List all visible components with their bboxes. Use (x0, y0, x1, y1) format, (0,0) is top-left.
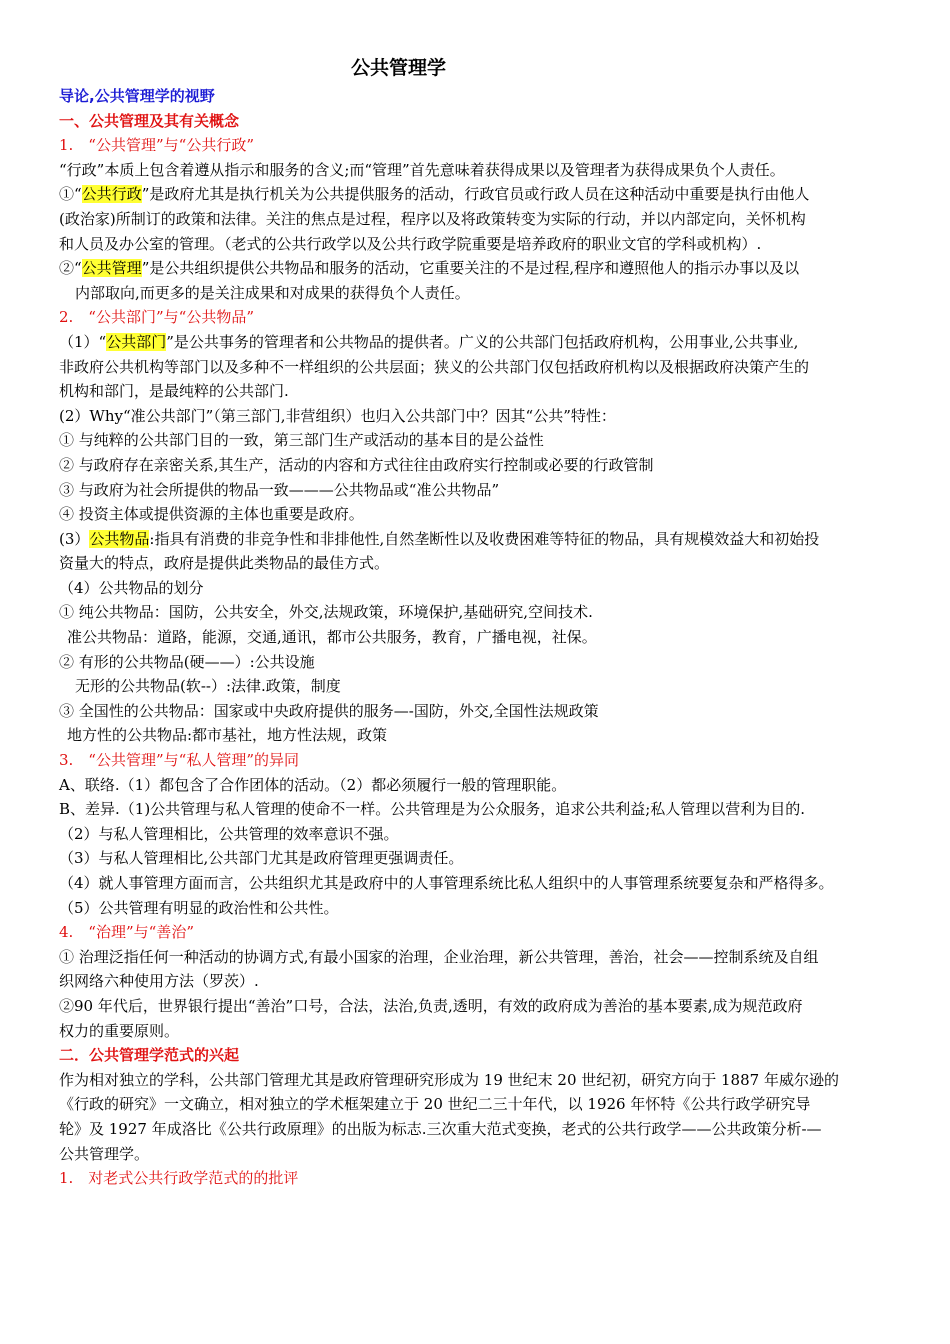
subsection-heading-5: 1. 对老式公共行政学范式的的批评 (59, 1169, 299, 1188)
list-item: ④ 投资主体或提供资源的主体也重要是政府。 (59, 505, 364, 524)
paragraph-line: 公共管理学。 (59, 1144, 150, 1163)
paragraph-line (59, 256, 909, 281)
document-title: 公共管理学 (351, 57, 447, 79)
highlighted-term: 公共行政 (81, 185, 142, 204)
paragraph: （4）公共物品的划分 (59, 578, 204, 597)
paragraph-line: (政治家)所制订的政策和法律。关注的焦点是过程，程序以及将政策转变为实际的行动，并以内部定向，关怀机构 (59, 209, 806, 228)
subsection-heading-1: 1. “公共管理”与“公共行政” (59, 136, 254, 155)
list-item: 准公共物品：道路，能源，交通,通讯，都市公共服务，教育，广播电视，社保。 (67, 628, 597, 647)
paragraph: A、联络.（1）都包含了合作团体的活动。（2）都必须履行一般的管理职能。 (59, 775, 567, 794)
list-item: （5）公共管理有明显的政治性和公共性。 (59, 898, 339, 917)
highlighted-term: 公共物品 (89, 529, 150, 548)
list-item: ③ 与政府为社会所提供的物品一致———公共物品或“准公共物品” (59, 480, 500, 499)
text-span: （1）“ (59, 332, 107, 351)
paragraph-line: 资量大的特点，政府是提供此类物品的最佳方式。 (59, 554, 390, 573)
section-heading-1: 一、公共管理及其有关概念 (59, 111, 240, 130)
subsection-heading-4: 4. “治理”与“善治” (59, 923, 194, 942)
paragraph-line: 作为相对独立的学科，公共部门管理尤其是政府管理研究形成为 19 世纪末 20 世纪初，研究方向于 1887 年威尔逊的 (59, 1070, 839, 1089)
text-span: ”是政府尤其是执行机关为公共提供服务的活动，行政官员或行政人员在这种活动中重要是执行由他人 (141, 185, 810, 204)
chapter-heading: 导论,公共管理学的视野 (59, 87, 215, 105)
text-span: ①“ (59, 185, 82, 204)
document-page (59, 52, 909, 1191)
subsection-heading-2: 2. “公共部门”与“公共物品” (59, 308, 254, 327)
paragraph-line: ②90 年代后，世界银行提出“善治”口号，合法，法治,负责,透明，有效的政府成为善治的基本要素,成为规范政府 (59, 996, 803, 1015)
list-item: ① 纯公共物品：国防，公共安全，外交,法规政策，环境保护,基础研究,空间技术. (59, 603, 593, 622)
list-item: ② 与政府存在亲密关系,其生产，活动的内容和方式往往由政府实行控制或必要的行政管制 (59, 455, 654, 474)
paragraph: “行政”本质上包含着遵从指示和服务的含义;而“管理”首先意味着获得成果以及管理者为获得成果负个人责任。 (59, 160, 785, 179)
paragraph-line: ① 治理泛指任何一种活动的协调方式,有最小国家的治理，企业治理，新公共管理，善治，社会——控制系统及自组 (59, 947, 819, 966)
highlighted-term: 公共部门 (106, 332, 167, 351)
list-item: （3）与私人管理相比,公共部门尤其是政府管理更强调责任。 (59, 849, 464, 868)
text-span: ”是公共事务的管理者和公共物品的提供者。广义的公共部门包括政府机构，公用事业,公共事业, (166, 332, 799, 351)
text-span: :指具有消费的非竞争性和非排他性,自然垄断性以及收费困难等特征的物品，具有规模效益大和初始投 (149, 529, 820, 548)
list-item: （2）与私人管理相比，公共管理的效率意识不强。 (59, 824, 399, 843)
paragraph: (2）Why“准公共部门”（第三部门,非营组织）也归入公共部门中？因其“公共”特性： (59, 406, 616, 425)
paragraph-line: 非政府公共机构等部门以及多种不一样组织的公共层面；狭义的公共部门仅包括政府机构以及根据政府决策产生的 (59, 357, 810, 376)
paragraph-line (59, 527, 909, 552)
paragraph-line: 和人员及办公室的管理。（老式的公共行政学以及公共行政学院重要是培养政府的职业文官的学科或机构）. (59, 234, 762, 253)
list-item: ① 与纯粹的公共部门目的一致，第三部门生产或活动的基本目的是公益性 (59, 431, 544, 450)
paragraph-line: 《行政的研究》一文确立，相对独立的学术框架建立于 20 世纪二三十年代，以 1926 年怀特《公共行政学研究导 (59, 1095, 811, 1114)
list-item: 无形的公共物品(软--）:法律.政策，制度 (75, 677, 341, 696)
paragraph-line (59, 182, 909, 207)
list-item: （4）就人事管理方面而言，公共组织尤其是政府中的人事管理系统比私人组织中的人事管理系统要复杂和严格得多。 (59, 874, 834, 892)
highlighted-term: 公共管理 (81, 259, 142, 278)
paragraph-line: 机构和部门，是最纯粹的公共部门. (59, 382, 289, 401)
list-item: 地方性的公共物品:都市基社，地方性法规，政策 (67, 726, 388, 745)
paragraph: B、差异.（1)公共管理与私人管理的使命不一样。公共管理是为公众服务，追求公共利益;私人管理以营利为目的. (59, 800, 806, 819)
paragraph-line: 轮》及 1927 年成洛比《公共行政原理》的出版为标志.三次重大范式变换，老式的公共行政学——公共政策分析-— (59, 1119, 822, 1138)
paragraph-line: 权力的重要原则。 (59, 1021, 180, 1040)
list-item: ③ 全国性的公共物品：国家或中央政府提供的服务—-国防，外交,全国性法规政策 (59, 701, 599, 720)
paragraph-line (59, 330, 909, 355)
text-span: ②“ (59, 259, 82, 278)
section-heading-2: 二．公共管理学范式的兴起 (59, 1046, 240, 1065)
paragraph-line: 内部取向,而更多的是关注成果和对成果的获得负个人责任。 (75, 283, 470, 302)
paragraph-line: 织网络六种使用方法（罗茨）. (59, 972, 259, 991)
text-span: (3） (59, 529, 90, 548)
list-item: ② 有形的公共物品(硬——）:公共设施 (59, 652, 315, 671)
text-span: ”是公共组织提供公共物品和服务的活动，它重要关注的不是过程,程序和遵照他人的指示办事以及以 (141, 259, 800, 278)
subsection-heading-3: 3. “公共管理”与“私人管理”的异同 (59, 751, 299, 770)
